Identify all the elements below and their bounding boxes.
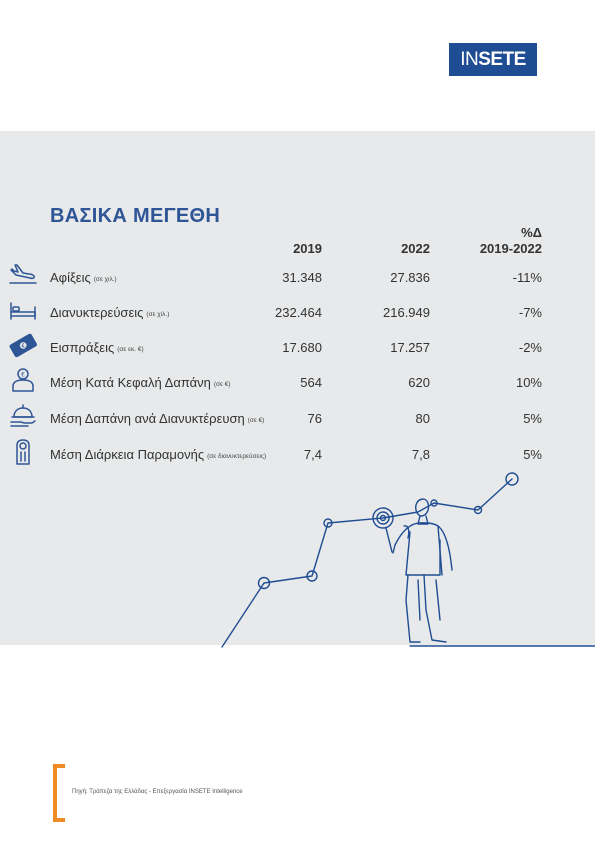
value-2022: 620 bbox=[408, 375, 430, 390]
header-2019: 2019 bbox=[293, 241, 322, 256]
insete-logo bbox=[449, 43, 537, 76]
stat-label: Εισπράξεις (σε εκ. €) bbox=[50, 340, 144, 355]
logo-part-2: SETE bbox=[478, 48, 526, 70]
growth-illustration bbox=[0, 440, 595, 650]
value-2019: 76 bbox=[307, 411, 322, 426]
page-title: ΒΑΣΙΚΑ ΜΕΓΕΘΗ bbox=[50, 205, 221, 227]
stat-label: Διανυκτερεύσεις (σε χιλ.) bbox=[50, 305, 170, 320]
value-2019: 31.348 bbox=[282, 270, 322, 285]
stat-row-overnights bbox=[0, 302, 595, 324]
value-2019: 17.680 bbox=[282, 340, 322, 355]
airplane-landing-icon bbox=[8, 260, 38, 290]
value-2022: 17.257 bbox=[390, 340, 430, 355]
hand-cloche-icon bbox=[8, 401, 38, 431]
stat-unit: (σε διανυκτερεύσεις) bbox=[207, 453, 267, 460]
value-change: -7% bbox=[518, 305, 542, 320]
bed-icon bbox=[8, 295, 38, 325]
value-2019: 7,4 bbox=[303, 447, 322, 462]
value-2019: 564 bbox=[300, 375, 322, 390]
value-2022: 216.949 bbox=[383, 305, 430, 320]
person-euro-icon bbox=[8, 365, 38, 395]
value-change: 10% bbox=[515, 375, 542, 390]
value-2022: 80 bbox=[415, 411, 430, 426]
stat-unit: (σε χιλ.) bbox=[146, 311, 170, 318]
stat-label: Μέση Διάρκεια Παραμονής (σε διανυκτερεύσεις) bbox=[50, 447, 267, 462]
value-2022: 7,8 bbox=[411, 447, 430, 462]
value-change: -11% bbox=[512, 270, 542, 285]
header-change-symbol: %Δ bbox=[521, 225, 542, 240]
stat-row-receipts bbox=[0, 337, 595, 359]
logo-part-1: IN bbox=[460, 48, 479, 70]
header-change-period: 2019-2022 bbox=[479, 241, 542, 256]
stat-label: Μέση Κατά Κεφαλή Δαπάνη (σε €) bbox=[50, 375, 231, 390]
value-2019: 232.464 bbox=[275, 305, 322, 320]
stat-unit: (σε εκ. €) bbox=[117, 346, 144, 353]
value-change: 5% bbox=[523, 411, 542, 426]
value-change: -2% bbox=[518, 340, 542, 355]
stat-label: Αφίξεις (σε χιλ.) bbox=[50, 270, 117, 285]
value-2022: 27.836 bbox=[390, 270, 430, 285]
stat-row-spend-per-night bbox=[0, 408, 595, 430]
stat-row-arrivals bbox=[0, 267, 595, 289]
source-note: Πηγή: Τράπεζα της Ελλάδας - Επεξεργασία INSETE Intelligence bbox=[72, 789, 243, 795]
stat-row-per-capita-spend bbox=[0, 372, 595, 394]
value-change: 5% bbox=[523, 447, 542, 462]
euro-banknote-icon bbox=[8, 330, 38, 360]
stat-unit: (σε €) bbox=[247, 417, 265, 424]
stat-label: Μέση Δαπάνη ανά Διανυκτέρευση (σε €) bbox=[50, 411, 265, 426]
svg-text:€: € bbox=[20, 342, 28, 351]
source-bracket bbox=[53, 764, 65, 822]
svg-text:€: € bbox=[21, 371, 25, 379]
stat-unit: (σε €) bbox=[213, 381, 231, 388]
stat-unit: (σε χιλ.) bbox=[93, 276, 117, 283]
header-2022: 2022 bbox=[401, 241, 430, 256]
